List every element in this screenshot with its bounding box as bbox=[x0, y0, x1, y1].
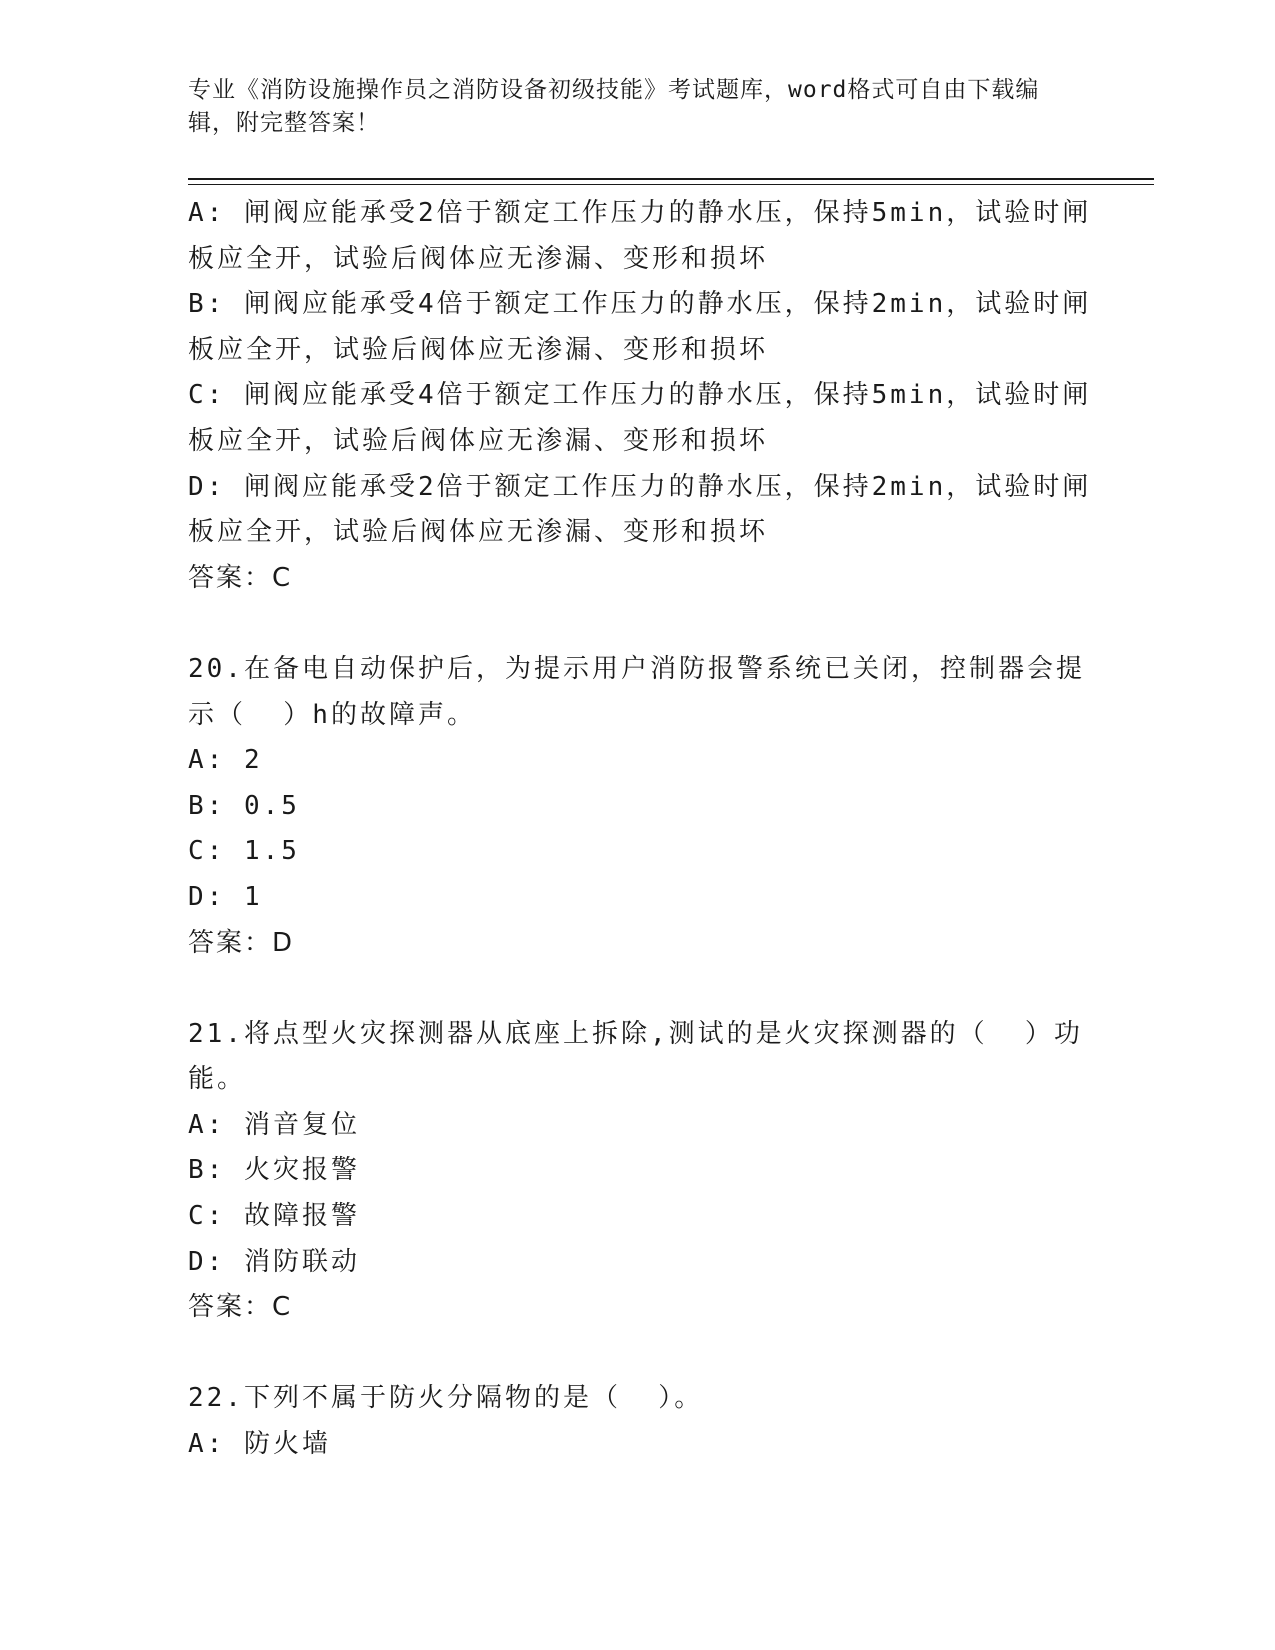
q20-stem-line-2: 示（ ）h的故障声。 bbox=[188, 699, 476, 730]
q19-answer: 答案：C bbox=[188, 562, 293, 593]
question-19 bbox=[188, 191, 1092, 601]
q21-stem-line-1: 21.将点型火灾探测器从底座上拆除,测试的是火灾探测器的（ ）功 bbox=[188, 1018, 1083, 1049]
q19-option-b-line-1: B: 闸阀应能承受4倍于额定工作压力的静水压，保持2min，试验时闸 bbox=[188, 289, 1092, 320]
q21-stem-line-2: 能。 bbox=[188, 1064, 247, 1095]
question-20 bbox=[188, 647, 1088, 966]
q22-stem-line-1: 22.下列不属于防火分隔物的是（ ）。 bbox=[188, 1383, 704, 1414]
q19-option-d-line-2: 板应全开，试验后阀体应无渗漏、变形和损坏 bbox=[188, 517, 769, 548]
header-line-1: 专业《消防设施操作员之消防设备初级技能》考试题库，word格式可自由下载编 bbox=[188, 77, 1040, 103]
q21-option-b: B: 火灾报警 bbox=[188, 1155, 360, 1186]
q19-option-b-line-2: 板应全开，试验后阀体应无渗漏、变形和损坏 bbox=[188, 334, 769, 365]
q19-option-a-line-2: 板应全开，试验后阀体应无渗漏、变形和损坏 bbox=[188, 243, 769, 274]
q19-option-a-line-1: A: 闸阀应能承受2倍于额定工作压力的静水压，保持5min，试验时闸 bbox=[188, 198, 1092, 228]
spacer bbox=[188, 966, 1088, 1012]
q21-answer: 答案：C bbox=[188, 1292, 293, 1323]
header-rule-thick bbox=[188, 178, 1154, 180]
q20-answer: 答案：D bbox=[188, 927, 295, 958]
question-21 bbox=[188, 1012, 1088, 1331]
q20-stem-line-1: 20.在备电自动保护后，为提示用户消防报警系统已关闭，控制器会提 bbox=[188, 653, 1085, 684]
spacer bbox=[188, 601, 1088, 647]
header-rule-thin bbox=[188, 184, 1154, 185]
q20-option-a: A: 2 bbox=[188, 745, 263, 776]
document-header bbox=[188, 74, 1088, 140]
q19-option-c-line-2: 板应全开，试验后阀体应无渗漏、变形和损坏 bbox=[188, 425, 769, 456]
question-content bbox=[188, 191, 1092, 1468]
q20-option-d: D: 1 bbox=[188, 881, 263, 912]
q22-option-a: A: 防火墙 bbox=[188, 1429, 331, 1460]
q21-option-a: A: 消音复位 bbox=[188, 1109, 360, 1140]
q19-option-c-line-1: C: 闸阀应能承受4倍于额定工作压力的静水压，保持5min，试验时闸 bbox=[188, 380, 1092, 411]
q21-option-c: C: 故障报警 bbox=[188, 1201, 360, 1232]
spacer bbox=[188, 1331, 1088, 1377]
header-line-2: 辑，附完整答案！ bbox=[188, 110, 380, 136]
question-22 bbox=[188, 1376, 1088, 1467]
q20-option-c: C: 1.5 bbox=[188, 836, 300, 867]
q20-option-b: B: 0.5 bbox=[188, 790, 300, 821]
q19-option-d-line-1: D: 闸阀应能承受2倍于额定工作压力的静水压，保持2min，试验时闸 bbox=[188, 471, 1092, 502]
q21-option-d: D: 消防联动 bbox=[188, 1246, 360, 1277]
